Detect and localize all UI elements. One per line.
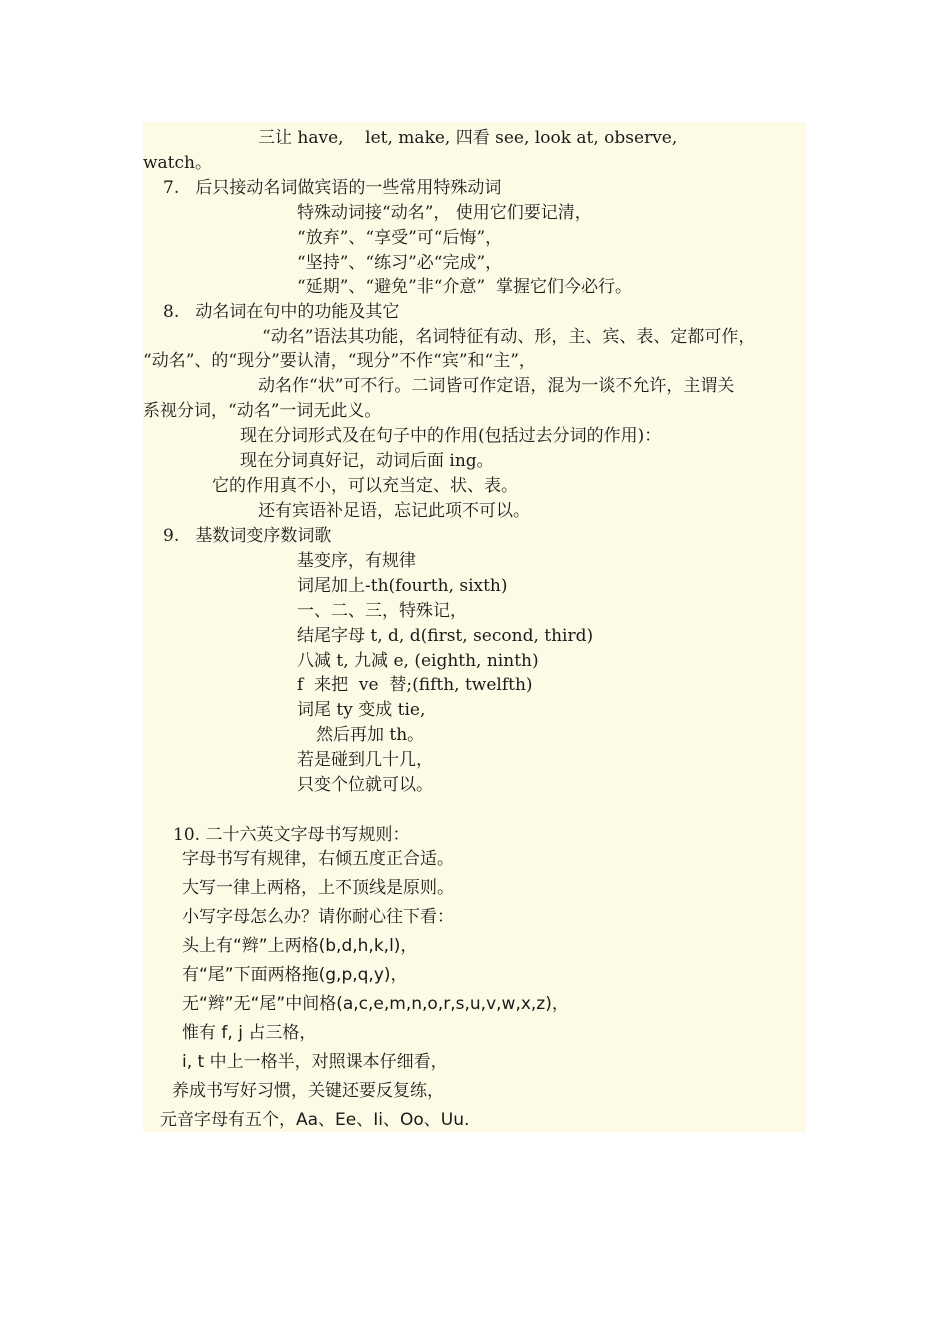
section-heading: 10. 二十六英文字母书写规则： [173, 825, 410, 845]
text-line: 基变序，有规律 [297, 551, 416, 571]
text-line: “放弃”、“享受”可“后悔”， [297, 228, 503, 248]
text-line: “动名”语法其功能，名词特征有动、形，主、宾、表、定都可作， [262, 327, 756, 347]
text-line: 然后再加 th。 [316, 725, 425, 745]
section-heading: 7. 后只接动名词做宾语的一些常用特殊动词 [163, 178, 502, 198]
text-line: 无“辫”无“尾”中间格(a,c,e,m,n,o,r,s,u,v,w,x,z)， [182, 994, 569, 1014]
text-line: f 来把 ve 替;(fifth, twelfth) [297, 675, 533, 695]
section-heading: 8. 动名词在句中的功能及其它 [163, 302, 400, 322]
text-line: 一、二、三，特殊记， [297, 601, 467, 621]
text-line: 三让 have, let, make, 四看 see, look at, observe, [258, 128, 678, 148]
text-line: 特殊动词接“动名”， 使用它们要记清， [297, 203, 592, 223]
text-line: 惟有 f, j 占三格， [182, 1023, 317, 1043]
text-line: 只变个位就可以。 [297, 775, 433, 795]
text-line: 词尾加上-th(fourth, sixth) [297, 576, 508, 596]
text-line: watch。 [143, 153, 212, 173]
text-line: 若是碰到几十几， [297, 750, 433, 770]
text-line: “延期”、“避免”非“介意” 掌握它们今必行。 [297, 277, 632, 297]
text-line: 现在分词形式及在句子中的作用(包括过去分词的作用)： [240, 426, 662, 446]
text-line: 系视分词，“动名”一词无此义。 [143, 401, 382, 421]
text-line: i, t 中上一格半，对照课本仔细看， [182, 1052, 448, 1072]
text-line: 结尾字母 t, d, d(first, second, third) [297, 626, 594, 646]
text-line: 养成书写好习惯，关键还要反复练， [172, 1081, 444, 1101]
text-line: 词尾 ty 变成 tie, [297, 700, 426, 720]
text-line: 小写字母怎么办？请你耐心往下看： [182, 907, 454, 927]
text-line: 头上有“辫”上两格(b,d,h,k,l)， [182, 936, 418, 956]
text-line: 现在分词真好记，动词后面 ing。 [240, 451, 494, 471]
section-heading: 9. 基数词变序数词歌 [163, 526, 332, 546]
text-line: 还有宾语补足语，忘记此项不可以。 [258, 501, 530, 521]
text-line: 它的作用真不小，可以充当定、状、表。 [212, 476, 518, 496]
text-line: 元音字母有五个，Aa、Ee、Ii、Oo、Uu. [160, 1110, 470, 1130]
text-line: 大写一律上两格，上不顶线是原则。 [182, 878, 454, 898]
text-line: “坚持”、“练习”必“完成”， [297, 253, 503, 273]
text-line: 动名作“状”可不行。二词皆可作定语，混为一谈不允许，主谓关 [258, 376, 735, 396]
text-line: “动名”、的“现分”要认清，“现分”不作“宾”和“主”， [143, 351, 536, 371]
text-line: 字母书写有规律，右倾五度正合适。 [182, 849, 454, 869]
text-line: 八减 t, 九减 e, (eighth, ninth) [297, 651, 539, 671]
text-line: 有“尾”下面两格拖(g,p,q,y)， [182, 965, 408, 985]
